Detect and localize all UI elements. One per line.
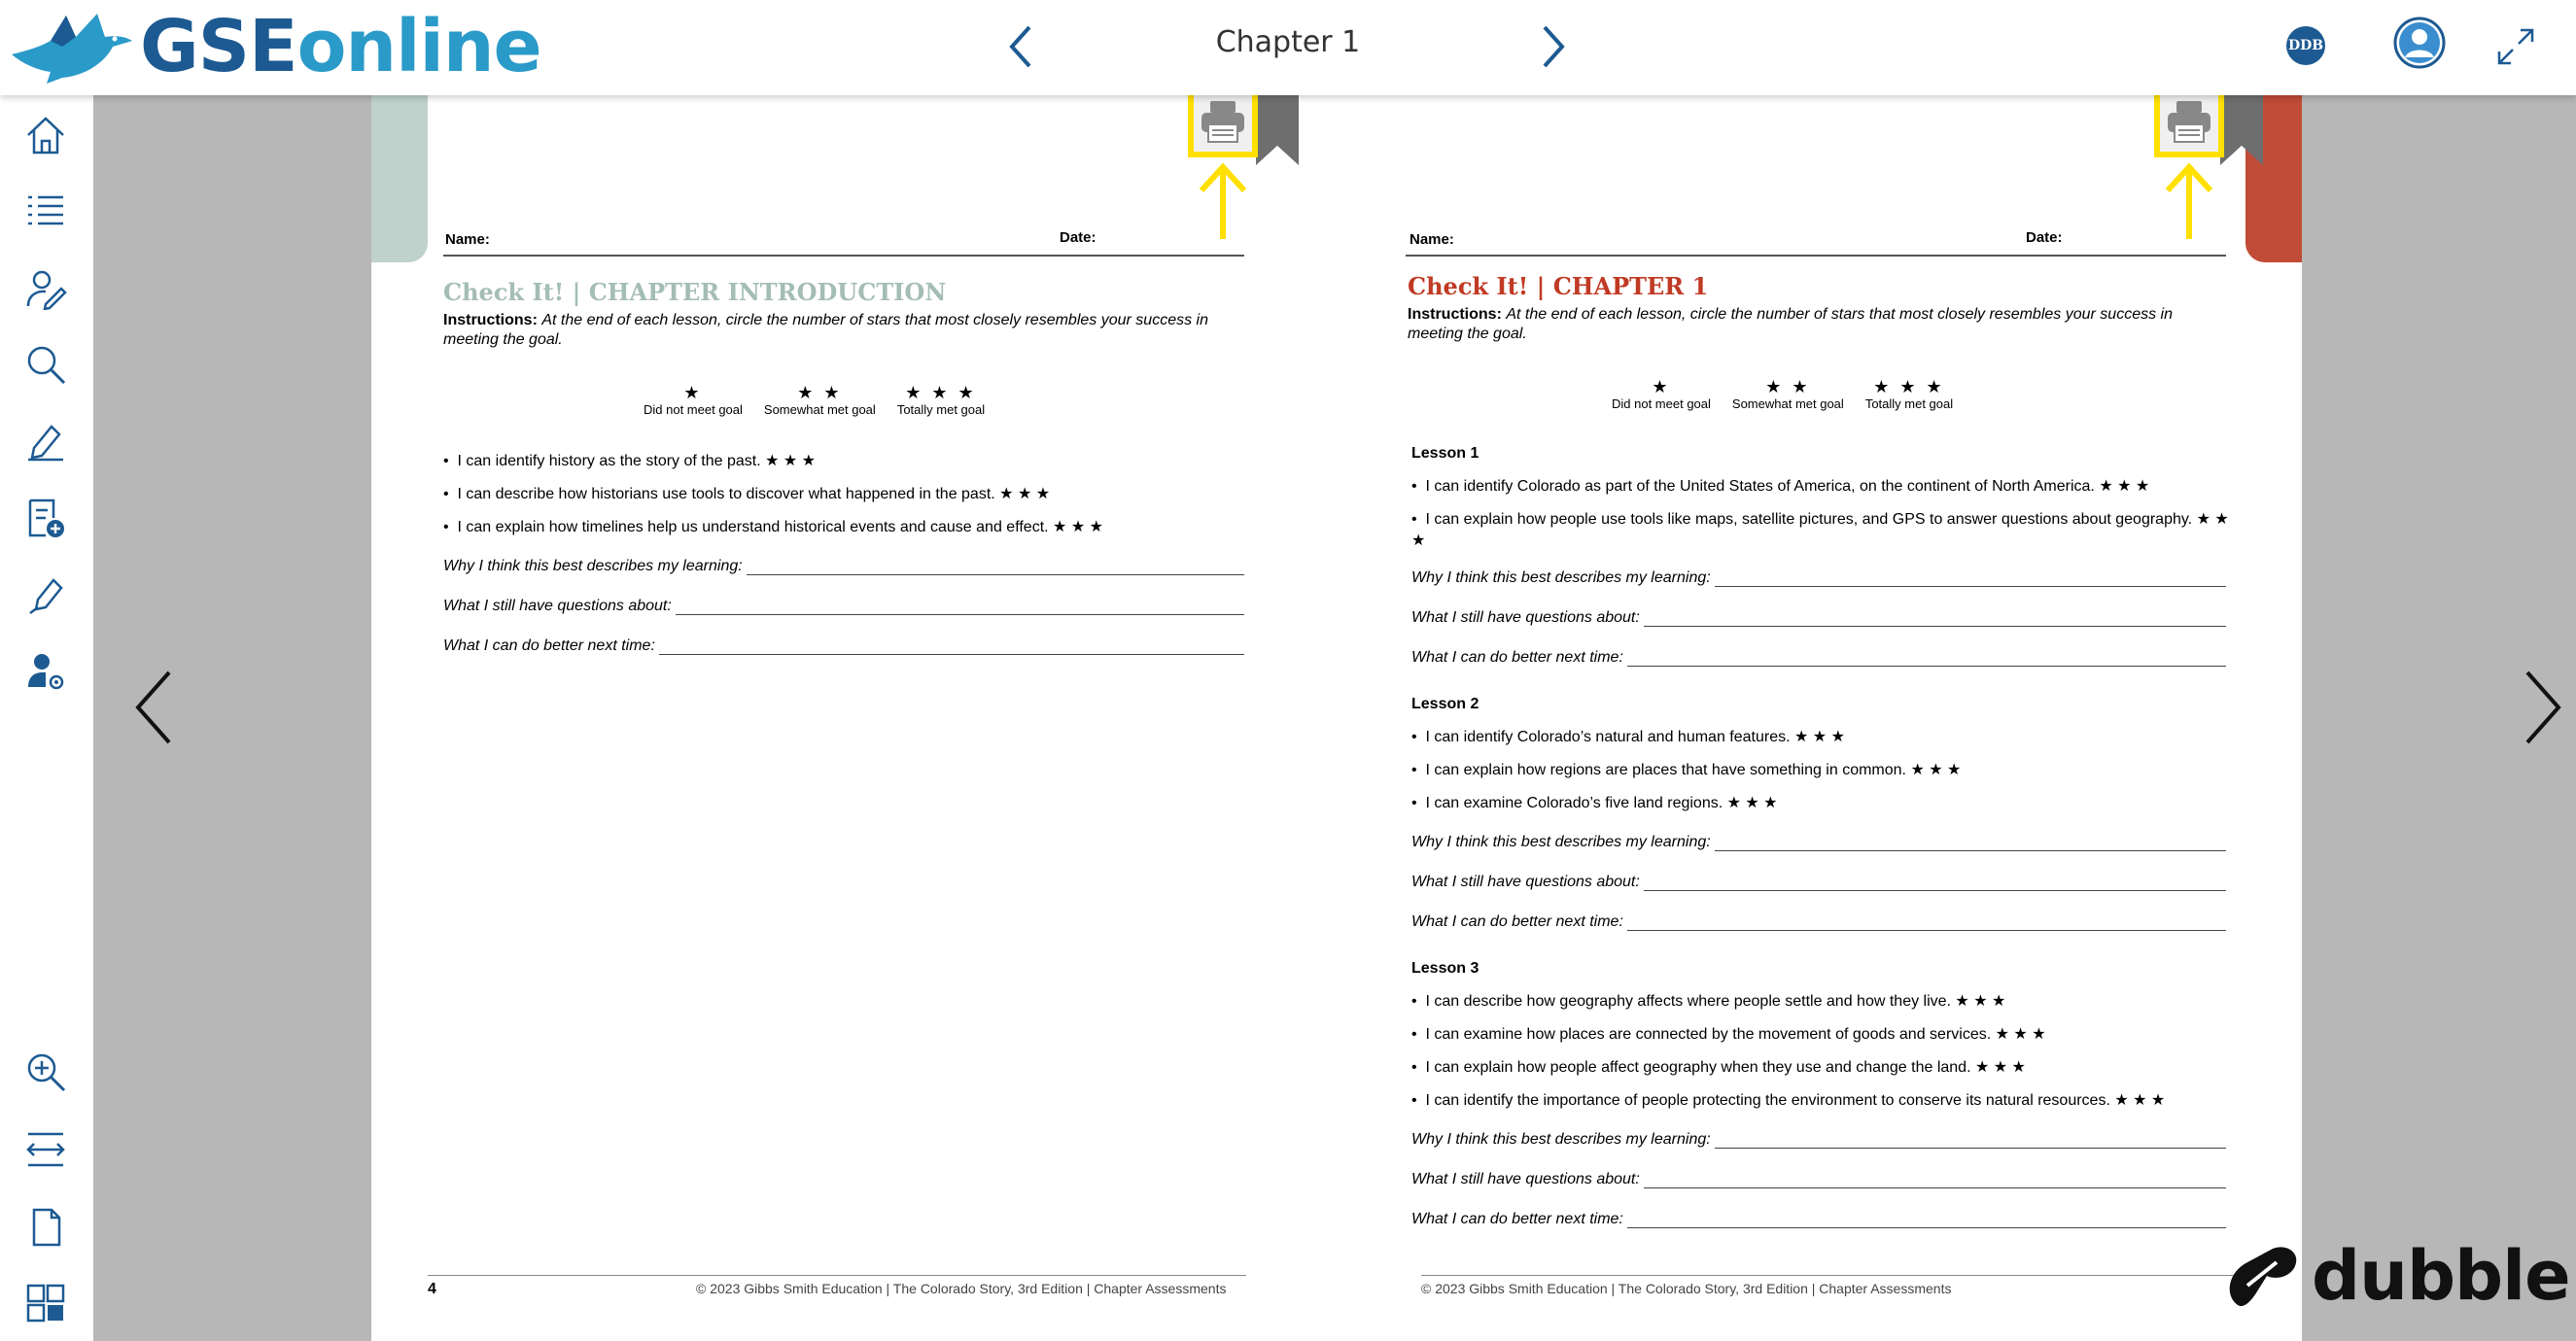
logo-online-text: online <box>296 5 541 88</box>
left-toolbar <box>0 95 93 1341</box>
goal-item: • I can examine how places are connected by the movement of goods and services. ★ ★ ★ <box>1411 1026 2046 1043</box>
goal-text: I can explain how timelines help us understand historical events and cause and effect. ★ ★ ★ <box>457 519 1103 535</box>
single-page-button[interactable] <box>21 1203 70 1252</box>
write-line <box>676 600 1244 615</box>
reflection-label: What I can do better next time: <box>443 637 655 654</box>
top-header <box>0 0 2576 95</box>
reflection-label: What I can do better next time: <box>1411 649 1623 666</box>
reflection-field <box>1411 1131 2226 1149</box>
printer-icon <box>2165 99 2213 146</box>
footer-rule <box>428 1275 1246 1276</box>
yellow-arrow-icon <box>2160 161 2218 241</box>
write-line <box>1644 1173 2226 1188</box>
chapter-tab <box>371 95 428 262</box>
chevron-right-icon <box>2522 669 2564 746</box>
search-icon <box>24 343 67 386</box>
chevron-left-icon <box>132 669 175 746</box>
write-line <box>1627 1213 2226 1228</box>
scale-label: Somewhat met goal <box>763 402 876 417</box>
reflection-field <box>443 558 1244 575</box>
scale-label: Totally met goal <box>896 402 986 417</box>
write-line <box>1627 915 2226 931</box>
write-line <box>1715 836 2226 851</box>
reflection-field <box>1411 1211 2226 1228</box>
pen-icon <box>24 419 67 462</box>
dubble-wordmark: dubble <box>2312 1236 2570 1316</box>
footer-rule <box>1421 1275 2240 1276</box>
previous-page-button[interactable] <box>124 659 183 756</box>
reflection-label: Why I think this best describes my learning: <box>1411 834 1711 850</box>
instructions-label: Instructions: <box>443 312 538 328</box>
instructions-text: At the end of each lesson, circle the number of stars that most closely resembles your success in meeting the goal. <box>1408 306 2173 342</box>
user-avatar-icon <box>2393 17 2446 69</box>
user-edit-icon <box>24 267 67 310</box>
write-line <box>1627 651 2226 667</box>
reflection-label: What I still have questions about: <box>1411 874 1640 890</box>
reflection-field <box>1411 913 2226 931</box>
chevron-right-icon <box>1539 24 1568 69</box>
fit-width-button[interactable] <box>21 1125 70 1174</box>
zoom-in-button[interactable] <box>21 1048 70 1096</box>
goal-item: • I can explain how people affect geography when they use and change the land. ★ ★ ★ <box>1411 1059 2026 1076</box>
next-chapter-button[interactable] <box>1529 19 1578 74</box>
page-number: 4 <box>428 1281 436 1297</box>
scale-item <box>1612 377 1711 411</box>
stars: ★ ★ ★ <box>905 383 977 402</box>
write-line <box>747 560 1244 575</box>
single-page-icon <box>24 1206 67 1249</box>
logo-wordmark <box>140 5 541 88</box>
write-line <box>1715 571 2226 587</box>
write-line <box>659 639 1244 655</box>
goal-text: I can identify history as the story of the past. ★ ★ ★ <box>457 453 817 469</box>
reflection-field <box>443 637 1244 655</box>
goal-text: I can examine Colorado’s five land regions. ★ ★ ★ <box>1425 795 1778 811</box>
lesson-heading: Lesson 3 <box>1411 960 1479 977</box>
stars: ★ <box>1652 377 1671 396</box>
goal-item: • I can describe how historians use tools to discover what happened in the past. ★ ★ ★ <box>443 486 1051 502</box>
scale-item <box>1865 377 1953 411</box>
stars: ★ <box>683 383 703 402</box>
highlighter-icon <box>24 574 67 617</box>
grid-view-button[interactable] <box>21 1279 70 1327</box>
dubble-logo-icon <box>2218 1237 2306 1315</box>
user-avatar-button[interactable] <box>2393 17 2446 69</box>
reflection-label: What I still have questions about: <box>1411 609 1640 626</box>
table-of-contents-button[interactable] <box>21 187 70 235</box>
scale-item <box>897 383 985 417</box>
reflection-label: What I still have questions about: <box>443 598 672 614</box>
reflection-field <box>1411 609 2226 627</box>
page-title: Check It! | CHAPTER INTRODUCTION <box>443 278 947 306</box>
goal-item: • I can identify Colorado as part of the United States of America, on the continent of North America. ★ ★ ★ <box>1411 478 2150 495</box>
star-scale <box>644 383 1006 417</box>
goal-item: • I can identify Colorado’s natural and human features. ★ ★ ★ <box>1411 729 1845 745</box>
next-page-button[interactable] <box>2514 659 2572 756</box>
home-icon <box>24 114 67 156</box>
search-button[interactable] <box>21 340 70 389</box>
highlighter-button[interactable] <box>21 571 70 620</box>
reflection-label: Why I think this best describes my learning: <box>1411 569 1711 586</box>
goal-item: • I can describe how geography affects where people settle and how they live. ★ ★ ★ <box>1411 993 2006 1010</box>
footer-text: © 2023 Gibbs Smith Education | The Colorado Story, 3rd Edition | Chapter Assessments <box>696 1281 1227 1296</box>
grid-view-icon <box>24 1282 67 1324</box>
stars: ★ ★ <box>1765 377 1811 396</box>
scale-item <box>644 383 743 417</box>
goal-item: • I can examine Colorado’s five land regions. ★ ★ ★ <box>1411 795 1778 811</box>
add-note-icon <box>24 497 67 539</box>
stars: ★ ★ <box>797 383 843 402</box>
user-settings-button[interactable] <box>21 647 70 696</box>
reflection-label: Why I think this best describes my learning: <box>1411 1131 1711 1148</box>
goal-text: I can describe how historians use tools to discover what happened in the past. ★ ★ ★ <box>457 486 1051 502</box>
user-settings-icon <box>24 650 67 693</box>
goal-text: I can explain how people affect geography when they use and change the land. ★ ★ ★ <box>1425 1059 2026 1076</box>
scale-label: Somewhat met goal <box>1731 396 1844 411</box>
fullscreen-button[interactable] <box>2493 24 2538 69</box>
name-date-line <box>443 218 1244 257</box>
printer-icon <box>1199 99 1247 146</box>
goal-item: • I can identify the importance of people protecting the environment to conserve its natural resources. ★ ★ ★ <box>1411 1092 2166 1109</box>
reflection-label: What I can do better next time: <box>1411 913 1623 930</box>
scale-label: Totally met goal <box>1864 396 1954 411</box>
goal-item: • I can explain how regions are places that have something in common. ★ ★ ★ <box>1411 762 1962 778</box>
reflection-label: Why I think this best describes my learning: <box>443 558 743 574</box>
write-line <box>1644 876 2226 891</box>
right-page <box>1316 95 2302 1341</box>
goal-item: • I can explain how timelines help us understand historical events and cause and effect. ★ ★ ★ <box>443 519 1103 535</box>
reflection-field <box>443 598 1244 615</box>
add-note-button[interactable] <box>21 494 70 542</box>
page-title: Check It! | CHAPTER 1 <box>1408 272 1709 300</box>
goal-item: • I can identify history as the story of the past. ★ ★ ★ <box>443 453 817 469</box>
lesson-heading: Lesson 2 <box>1411 696 1479 712</box>
gse-logo[interactable] <box>8 5 541 88</box>
print-button[interactable] <box>1188 87 1258 157</box>
goal-text: I can examine how places are connected by the movement of goods and services. ★ ★ ★ <box>1425 1026 2046 1043</box>
chevron-left-icon <box>1006 24 1035 69</box>
instructions <box>1408 305 2205 344</box>
ddb-badge[interactable]: DDB <box>2286 26 2325 65</box>
instructions-label: Instructions: <box>1408 306 1502 323</box>
write-line <box>1715 1133 2226 1149</box>
lesson-heading: Lesson 1 <box>1411 445 1479 462</box>
scale-label: Did not meet goal <box>1612 396 1711 411</box>
reflection-field <box>1411 649 2226 667</box>
goal-item: • I can explain how people use tools like maps, satellite pictures, and GPS to answer questions about geography. ★ ★ ★ <box>1411 511 2229 549</box>
goal-text: I can explain how regions are places that have something in common. ★ ★ ★ <box>1425 762 1962 778</box>
reflection-field <box>1411 569 2226 587</box>
name-label: Name: <box>445 231 490 248</box>
footer-text: © 2023 Gibbs Smith Education | The Colorado Story, 3rd Edition | Chapter Assessments <box>1421 1281 1952 1296</box>
scale-label: Did not meet goal <box>644 402 743 417</box>
left-page <box>371 95 1316 1341</box>
date-label: Date: <box>1060 229 1097 246</box>
name-label: Name: <box>1410 231 1454 248</box>
goal-text: I can describe how geography affects where people settle and how they live. ★ ★ ★ <box>1425 993 2006 1010</box>
reflection-field <box>1411 1171 2226 1188</box>
bookmark-ribbon[interactable] <box>1256 95 1299 165</box>
fit-width-icon <box>24 1128 67 1171</box>
chapter-title: Chapter 1 <box>1215 25 1361 59</box>
write-line <box>1644 611 2226 627</box>
dubble-watermark <box>2218 1236 2570 1316</box>
expand-icon <box>2493 24 2538 69</box>
goal-text: I can identify the importance of people protecting the environment to conserve its natural resources. ★ ★ ★ <box>1425 1092 2166 1109</box>
list-icon <box>24 189 67 232</box>
reflection-field <box>1411 834 2226 851</box>
reflection-label: What I can do better next time: <box>1411 1211 1623 1227</box>
instructions <box>443 311 1221 350</box>
goal-text: I can identify Colorado as part of the United States of America, on the continent of North America. ★ ★ ★ <box>1425 478 2150 495</box>
annotate-button[interactable] <box>21 416 70 464</box>
student-edit-button[interactable] <box>21 264 70 313</box>
star-scale <box>1612 377 1974 411</box>
date-label: Date: <box>2026 229 2063 246</box>
scale-item <box>764 383 876 417</box>
instructions-text: At the end of each lesson, circle the number of stars that most closely resembles your success in meeting the goal. <box>443 312 1208 348</box>
scale-item <box>1732 377 1844 411</box>
name-date-line <box>1406 218 2226 257</box>
print-button[interactable] <box>2154 87 2224 157</box>
bird-logo-icon <box>8 8 134 86</box>
reflection-field <box>1411 874 2226 891</box>
goal-text: I can identify Colorado’s natural and human features. ★ ★ ★ <box>1425 729 1845 745</box>
logo-gse-text: GSE <box>140 5 297 88</box>
bookmark-ribbon[interactable] <box>2220 95 2263 165</box>
prev-chapter-button[interactable] <box>996 19 1045 74</box>
home-button[interactable] <box>21 111 70 159</box>
yellow-arrow-icon <box>1194 161 1252 241</box>
zoom-in-icon <box>24 1050 67 1093</box>
reflection-label: What I still have questions about: <box>1411 1171 1640 1187</box>
goal-text: I can explain how people use tools like maps, satellite pictures, and GPS to answer questions about geography. ★ ★ ★ <box>1411 511 2229 549</box>
stars: ★ ★ ★ <box>1873 377 1945 396</box>
